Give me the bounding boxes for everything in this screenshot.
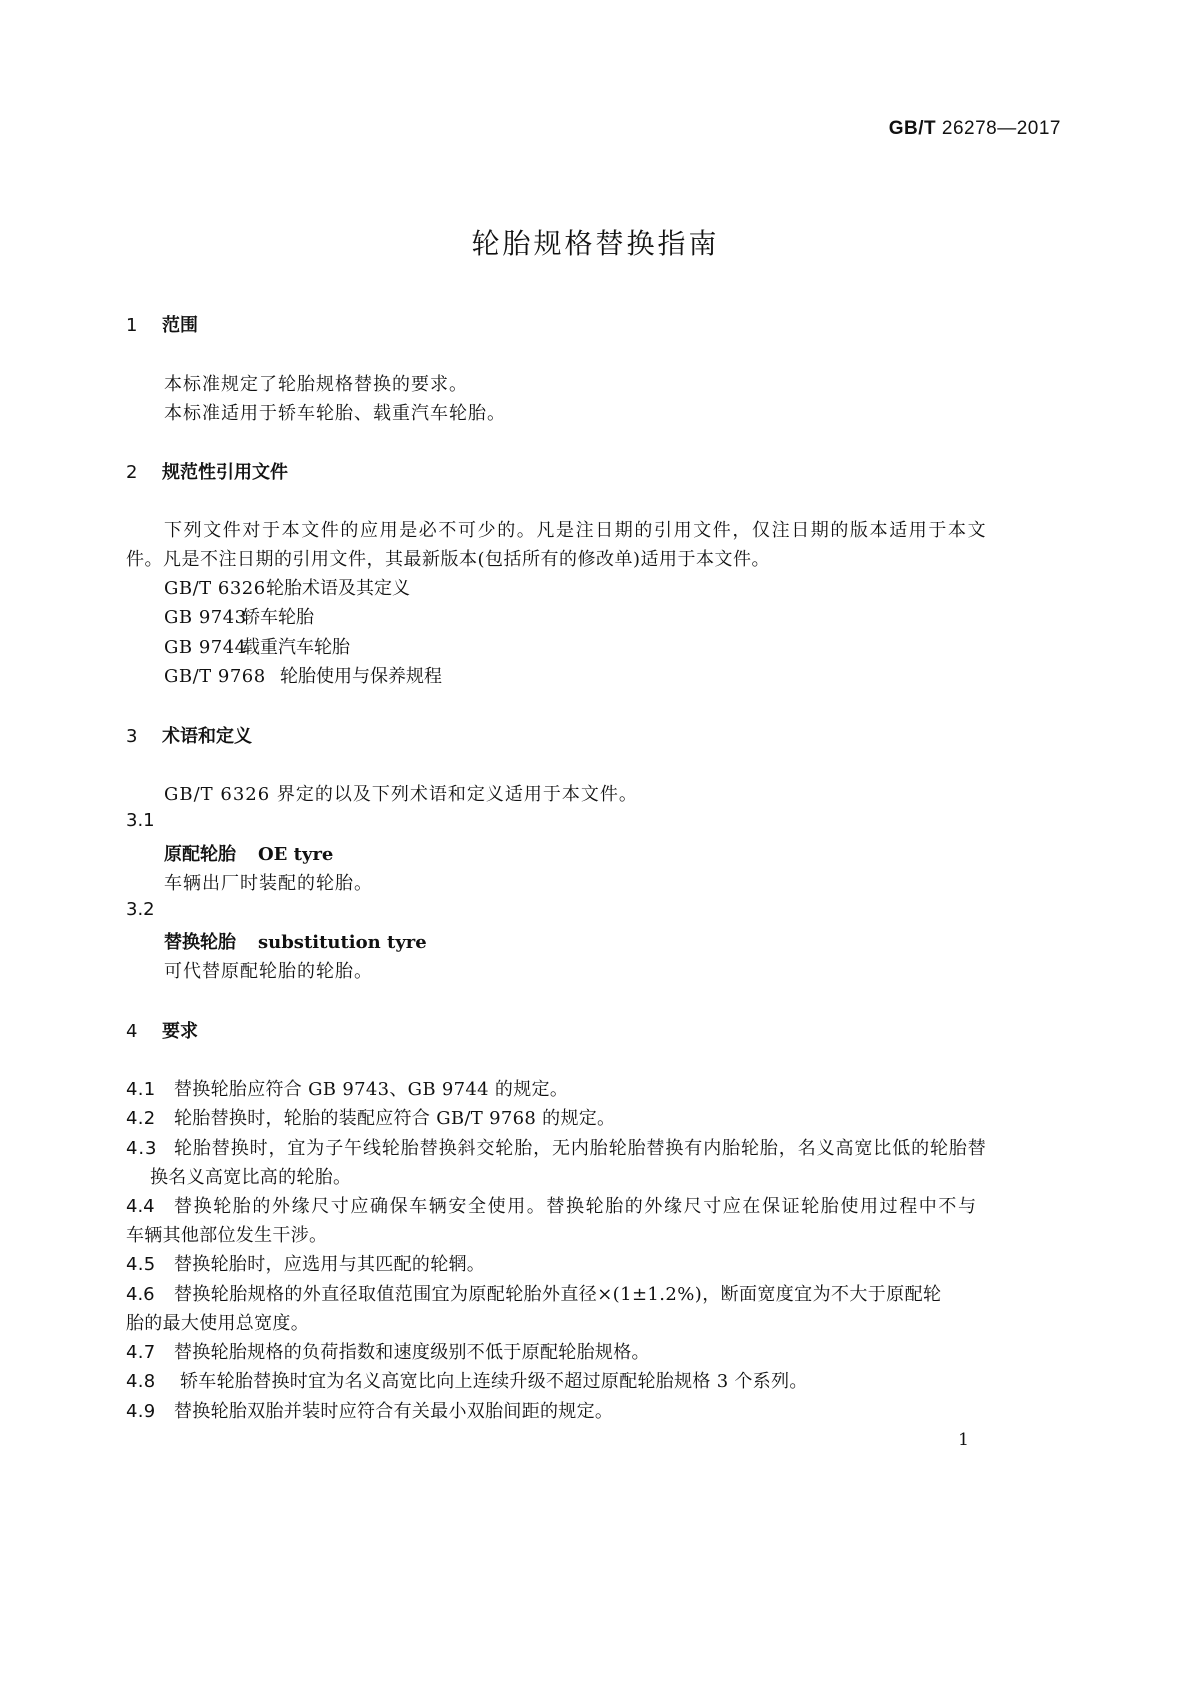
normative-reference [164,662,442,688]
requirement-text: 轮胎替换时，轮胎的装配应符合 GB/T 9768 的规定。 [174,1108,616,1129]
reference-code: GB/T 6326 [164,578,266,599]
requirement-text: 替换轮胎双胎并装时应符合有关最小双胎间距的规定。 [174,1401,614,1422]
term-entry [164,840,333,866]
term-chinese: 替换轮胎 [164,932,236,953]
section-2-heading [126,458,288,484]
reference-code: GB/T 9768 [164,666,266,687]
reference-title: 轿车轮胎 [242,607,314,628]
section-title: 范围 [162,315,198,336]
requirement-text: 替换轮胎应符合 GB 9743、GB 9744 的规定。 [174,1079,569,1100]
requirement-number: 4.5 [126,1254,156,1275]
requirement-4-5 [126,1250,485,1276]
requirement-4-4 [126,1192,978,1218]
requirement-4-8 [126,1367,808,1393]
section-2-intro-line: 件。凡是不注日期的引用文件，其最新版本(包括所有的修改单)适用于本文件。 [126,549,771,570]
term-definition: 车辆出厂时装配的轮胎。 [164,873,373,894]
requirement-text: 替换轮胎的外缘尺寸应确保车辆安全使用。替换轮胎的外缘尺寸应在保证轮胎使用过程中不与 [174,1196,978,1217]
requirement-number: 4.3 [126,1138,158,1159]
requirement-text: 替换轮胎规格的负荷指数和速度级别不低于原配轮胎规格。 [174,1342,650,1363]
normative-reference [164,633,350,659]
requirement-number: 4.4 [126,1196,155,1217]
document-title: 轮胎规格替换指南 [471,227,720,260]
section-number: 2 [126,462,138,483]
normative-reference [164,603,314,629]
section-number: 3 [126,726,138,747]
requirement-4-4-continuation: 车辆其他部位发生干涉。 [126,1225,328,1246]
term-chinese: 原配轮胎 [164,844,236,865]
requirement-4-6-continuation: 胎的最大使用总宽度。 [126,1313,309,1334]
section-4-heading [126,1017,198,1043]
section-1-paragraph: 本标准适用于轿车轮胎、载重汽车轮胎。 [164,403,506,424]
requirement-text: 轿车轮胎替换时宜为名义高宽比向上连续升级不超过原配轮胎规格 3 个系列。 [180,1371,808,1392]
section-2-intro-line: 下列文件对于本文件的应用是必不可少的。凡是注日期的引用文件，仅注日期的版本适用于本文 [164,520,988,541]
section-title: 要求 [162,1021,198,1042]
normative-reference [164,574,410,600]
requirement-4-9 [126,1397,613,1423]
section-title: 术语和定义 [162,726,252,747]
section-1-paragraph: 本标准规定了轮胎规格替换的要求。 [164,374,468,395]
requirement-4-2 [126,1104,615,1130]
requirement-4-7 [126,1338,650,1364]
section-number: 4 [126,1021,138,1042]
requirement-text: 替换轮胎规格的外直径取值范围宜为原配轮胎外直径×(1±1.2%)，断面宽度宜为不大于原配轮 [174,1284,942,1305]
requirement-4-3 [126,1134,987,1160]
reference-code: GB 9743 [164,607,247,628]
section-1-heading [126,311,198,337]
requirement-number: 4.9 [126,1401,156,1422]
requirement-text: 替换轮胎时，应选用与其匹配的轮辋。 [174,1254,486,1275]
term-definition: 可代替原配轮胎的轮胎。 [164,961,373,982]
section-title: 规范性引用文件 [162,462,288,483]
standard-prefix: GB/T [888,118,937,139]
standard-code [889,118,1061,140]
requirement-number: 4.1 [126,1079,156,1100]
term-number: 3.2 [126,899,155,920]
requirement-number: 4.6 [126,1284,155,1305]
requirement-4-1 [126,1075,568,1101]
term-number: 3.1 [126,810,155,831]
requirement-4-6 [126,1280,941,1306]
requirement-number: 4.8 [126,1371,156,1392]
term-english: OE tyre [258,844,334,865]
section-3-intro: GB/T 6326 界定的以及下列术语和定义适用于本文件。 [164,784,638,805]
term-english: substitution tyre [258,932,427,953]
section-3-heading [126,722,252,748]
reference-title: 载重汽车轮胎 [242,637,350,658]
requirement-number: 4.2 [126,1108,156,1129]
standard-number: 26278—2017 [936,118,1061,139]
reference-code: GB 9744 [164,637,247,658]
requirement-number: 4.7 [126,1342,156,1363]
requirement-4-3-continuation: 换名义高宽比高的轮胎。 [150,1167,352,1188]
term-entry [164,928,427,954]
section-number: 1 [126,315,138,336]
requirement-text: 轮胎替换时，宜为子午线轮胎替换斜交轮胎，无内胎轮胎替换有内胎轮胎，名义高宽比低的轮胎替 [174,1138,987,1159]
page-number: 1 [958,1430,969,1450]
reference-title: 轮胎术语及其定义 [266,578,410,599]
reference-title: 轮胎使用与保养规程 [280,666,442,687]
